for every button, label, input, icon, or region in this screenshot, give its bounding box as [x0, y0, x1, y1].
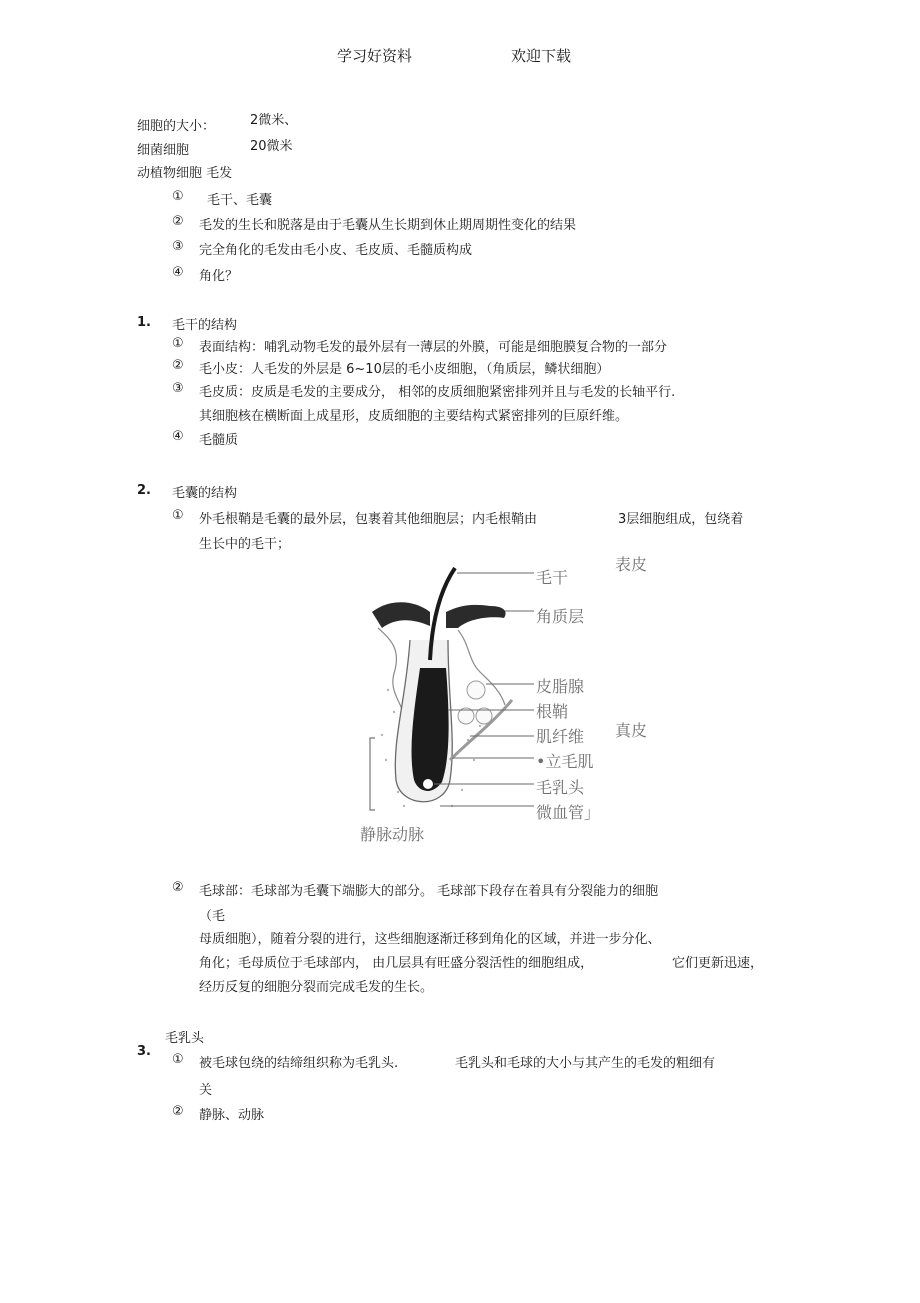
- section3-title: 毛乳头: [165, 1031, 205, 1046]
- overview-mark-3: ③: [172, 239, 184, 254]
- label-muscle-fiber: 肌纤维: [536, 727, 585, 746]
- section2-text-2d: 角化；毛母质位于毛球部内， 由几层具有旺盛分裂活性的细胞组成，: [199, 956, 594, 971]
- section3-text-2: 静脉、动脉: [199, 1108, 265, 1123]
- overview-mark-4: ④: [172, 265, 184, 280]
- sebaceous-lobe-1: [467, 681, 485, 699]
- label-vein-artery: 静脉动脉: [360, 825, 425, 844]
- animal-plant-label: 动植物细胞 毛发: [137, 166, 233, 181]
- label-capillary: 微血管」: [536, 803, 601, 822]
- section2-text-1a: 外毛根鞘是毛囊的最外层，包裹着其他细胞层；内毛根鞘由: [199, 512, 538, 527]
- label-papilla: 毛乳头: [536, 778, 585, 797]
- section1-mark-3: ③: [172, 381, 184, 396]
- label-hair-shaft: 毛干: [536, 568, 569, 587]
- bacteria-value: 20微米: [250, 139, 293, 154]
- epidermis-right: [446, 605, 506, 628]
- section2-text-2f: 经历反复的细胞分裂而完成毛发的生长。: [199, 980, 434, 995]
- section2-text-2c: 母质细胞），随着分裂的进行，这些细胞逐渐迁移到角化的区域，并进一步分化、: [199, 932, 661, 947]
- hair-papilla: [422, 778, 434, 790]
- label-sebaceous-gland: 皮脂腺: [536, 677, 585, 696]
- section1-mark-4: ④: [172, 429, 184, 444]
- section1-mark-1: ①: [172, 336, 184, 351]
- overview-text-1: 毛干、毛囊: [207, 193, 273, 208]
- section1-text-3: 毛皮质：皮质是毛发的主要成分， 相邻的皮质细胞紧密排列并且与毛发的长轴平行.: [199, 385, 676, 400]
- label-root-sheath: 根鞘: [536, 702, 569, 721]
- section2-mark-1: ①: [172, 508, 184, 523]
- section2-text-1b: 3层细胞组成，包绕着: [618, 512, 744, 527]
- dermis-outline-left: [378, 628, 404, 715]
- cell-size-label: 细胞的大小：: [137, 119, 216, 134]
- overview-mark-2: ②: [172, 214, 184, 229]
- overview-text-2: 毛发的生长和脱落是由于毛囊从生长期到休止期周期性变化的结果: [199, 218, 577, 233]
- section3-text-1-cont: 关: [199, 1083, 213, 1098]
- section3-mark-1: ①: [172, 1052, 184, 1067]
- overview-text-3: 完全角化的毛发由毛小皮、毛皮质、毛髓质构成: [199, 243, 473, 258]
- overview-mark-1: ①: [172, 189, 184, 204]
- section3-text-1a: 被毛球包绕的结缔组织称为毛乳头.: [199, 1056, 399, 1071]
- header-left: 学习好资料: [337, 47, 413, 65]
- section2-text-1-cont: 生长中的毛干；: [199, 537, 291, 552]
- section2-text-2a: 毛球部：毛球部为毛囊下端膨大的部分。 毛球部下段存在着具有分裂能力的细胞: [199, 884, 659, 899]
- section1-title: 毛干的结构: [172, 318, 238, 333]
- section3-number: 3.: [137, 1044, 151, 1059]
- epidermis-left: [372, 602, 430, 628]
- section1-text-4: 毛髓质: [199, 433, 239, 448]
- label-dermis: 真皮: [615, 721, 648, 740]
- section1-number: 1.: [137, 315, 151, 330]
- label-epidermis: 表皮: [615, 555, 648, 574]
- section1-text-1: 表面结构：哺乳动物毛发的最外层有一薄层的外膜，可能是细胞膜复合物的一部分: [199, 340, 668, 355]
- cell-size-value: 2微米、: [250, 113, 298, 128]
- section2-text-2e: 它们更新迅速，: [672, 956, 764, 971]
- label-cuticle: 角质层: [536, 607, 585, 626]
- label-arrector-pili: •立毛肌: [536, 752, 594, 771]
- section2-number: 2.: [137, 483, 151, 498]
- section1-text-3-cont: 其细胞核在横断面上成星形，皮质细胞的主要结构式紧密排列的巨原纤维。: [199, 409, 629, 424]
- section1-text-2: 毛小皮：人毛发的外层是 6~10层的毛小皮细胞，（角质层，鳞状细胞）: [199, 362, 610, 377]
- section2-title: 毛囊的结构: [172, 486, 238, 501]
- overview-text-4: 角化？: [199, 269, 239, 284]
- section2-text-2b: （毛: [199, 909, 226, 924]
- section3-mark-2: ②: [172, 1104, 184, 1119]
- section3-text-1b: 毛乳头和毛球的大小与其产生的毛发的粗细有: [455, 1056, 716, 1071]
- bacteria-label: 细菌细胞: [137, 143, 190, 158]
- section1-mark-2: ②: [172, 358, 184, 373]
- section2-mark-2: ②: [172, 880, 184, 895]
- header-right: 欢迎下载: [511, 47, 572, 65]
- vessel-bracket: [370, 738, 375, 810]
